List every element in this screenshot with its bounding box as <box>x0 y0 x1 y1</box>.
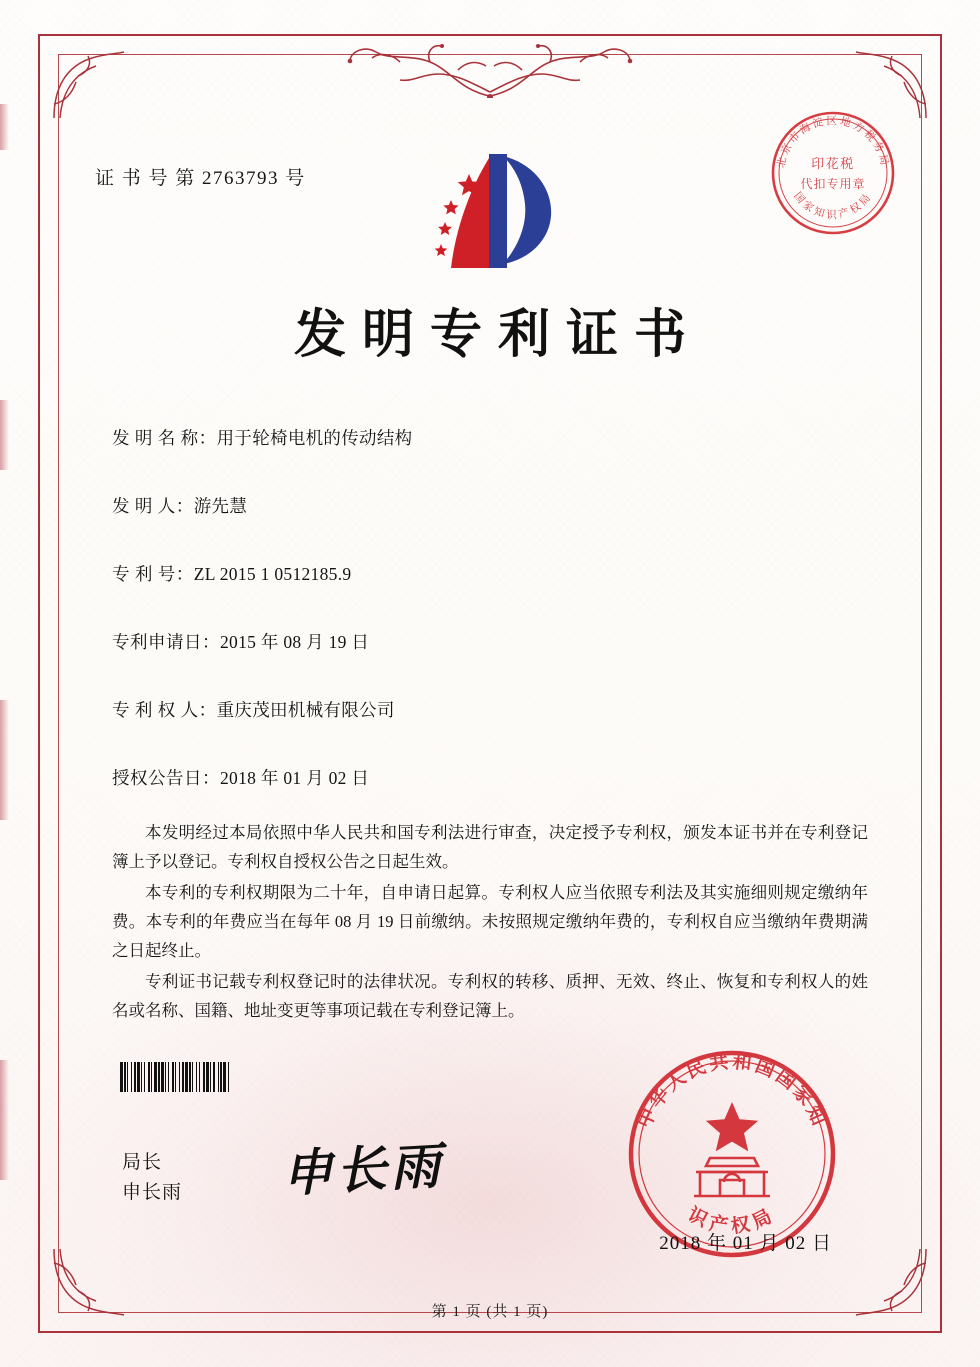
field-value: 2018 年 01 月 02 日 <box>220 768 370 788</box>
tax-stamp-seal <box>768 108 898 238</box>
paragraph: 本发明经过本局依照中华人民共和国专利法进行审查，决定授予专利权，颁发本证书并在专利登记簿上予以登记。专利权自授权公告之日起生效。 <box>112 823 868 871</box>
field-label: 发 明 名 称： <box>112 428 217 448</box>
director-title: 局长 <box>122 1152 163 1173</box>
field-value: 重庆茂田机械有限公司 <box>216 700 395 720</box>
field-row <box>112 629 870 654</box>
field-value: 用于轮椅电机的传动结构 <box>216 428 413 448</box>
field-row <box>112 697 870 722</box>
svg-text:国家知识产权局: 国家知识产权局 <box>791 190 875 221</box>
body-text <box>112 818 868 1027</box>
edge-mark <box>0 104 9 150</box>
field-row <box>112 425 870 450</box>
field-label: 专利申请日： <box>112 632 220 652</box>
field-label: 发 明 人： <box>112 496 194 516</box>
field-row <box>112 765 870 790</box>
field-label: 专 利 号： <box>112 564 194 584</box>
certificate-number: 证 书 号 第 2763793 号 <box>95 168 306 189</box>
corner-ornament-icon <box>52 48 126 122</box>
field-list <box>112 425 870 833</box>
barcode <box>120 1062 382 1092</box>
page-footer: 第 1 页 (共 1 页) <box>431 1304 549 1320</box>
field-value: 游先慧 <box>193 496 248 516</box>
handwritten-signature: 申长雨 <box>280 1135 446 1204</box>
paragraph: 本专利的专利权期限为二十年，自申请日起算。专利权人应当依照专利法及其实施细则规定缴纳年费。本专利的年费应当在每年 08 月 19 日前缴纳。未按照规定缴纳年费的，专利权自应当缴纳年费期满之日起终止。 <box>112 883 868 960</box>
director-name: 申长雨 <box>122 1182 183 1203</box>
svg-text:印花税: 印花税 <box>811 156 855 171</box>
svg-text:中华人民共和国国家知: 中华人民共和国国家知 <box>634 1051 830 1132</box>
signature-block <box>122 1148 182 1208</box>
svg-text:代扣专用章: 代扣专用章 <box>800 177 866 191</box>
field-label: 专 利 权 人： <box>112 700 217 720</box>
cnipa-logo-icon <box>415 150 565 275</box>
field-value: ZL 2015 1 0512185.9 <box>193 564 352 584</box>
edge-mark <box>0 700 9 820</box>
svg-text:北京市海淀区地方税务局: 北京市海淀区地方税务局 <box>776 116 890 169</box>
page-title: 发明专利证书 <box>293 304 702 365</box>
field-value: 2015 年 08 月 19 日 <box>220 632 370 652</box>
paragraph: 专利证书记载专利权登记时的法律状况。专利权的转移、质押、无效、终止、恢复和专利权人的姓名或名称、国籍、地址变更等事项记载在专利登记簿上。 <box>112 972 868 1020</box>
edge-mark <box>0 400 9 470</box>
field-row <box>112 561 870 586</box>
field-row <box>112 493 870 518</box>
svg-text:识产权局: 识产权局 <box>684 1204 780 1238</box>
field-label: 授权公告日： <box>112 768 220 788</box>
edge-mark <box>0 1060 9 1180</box>
seal-date: 2018 年 01 月 02 日 <box>659 1233 832 1254</box>
top-ornament-icon <box>280 40 700 98</box>
